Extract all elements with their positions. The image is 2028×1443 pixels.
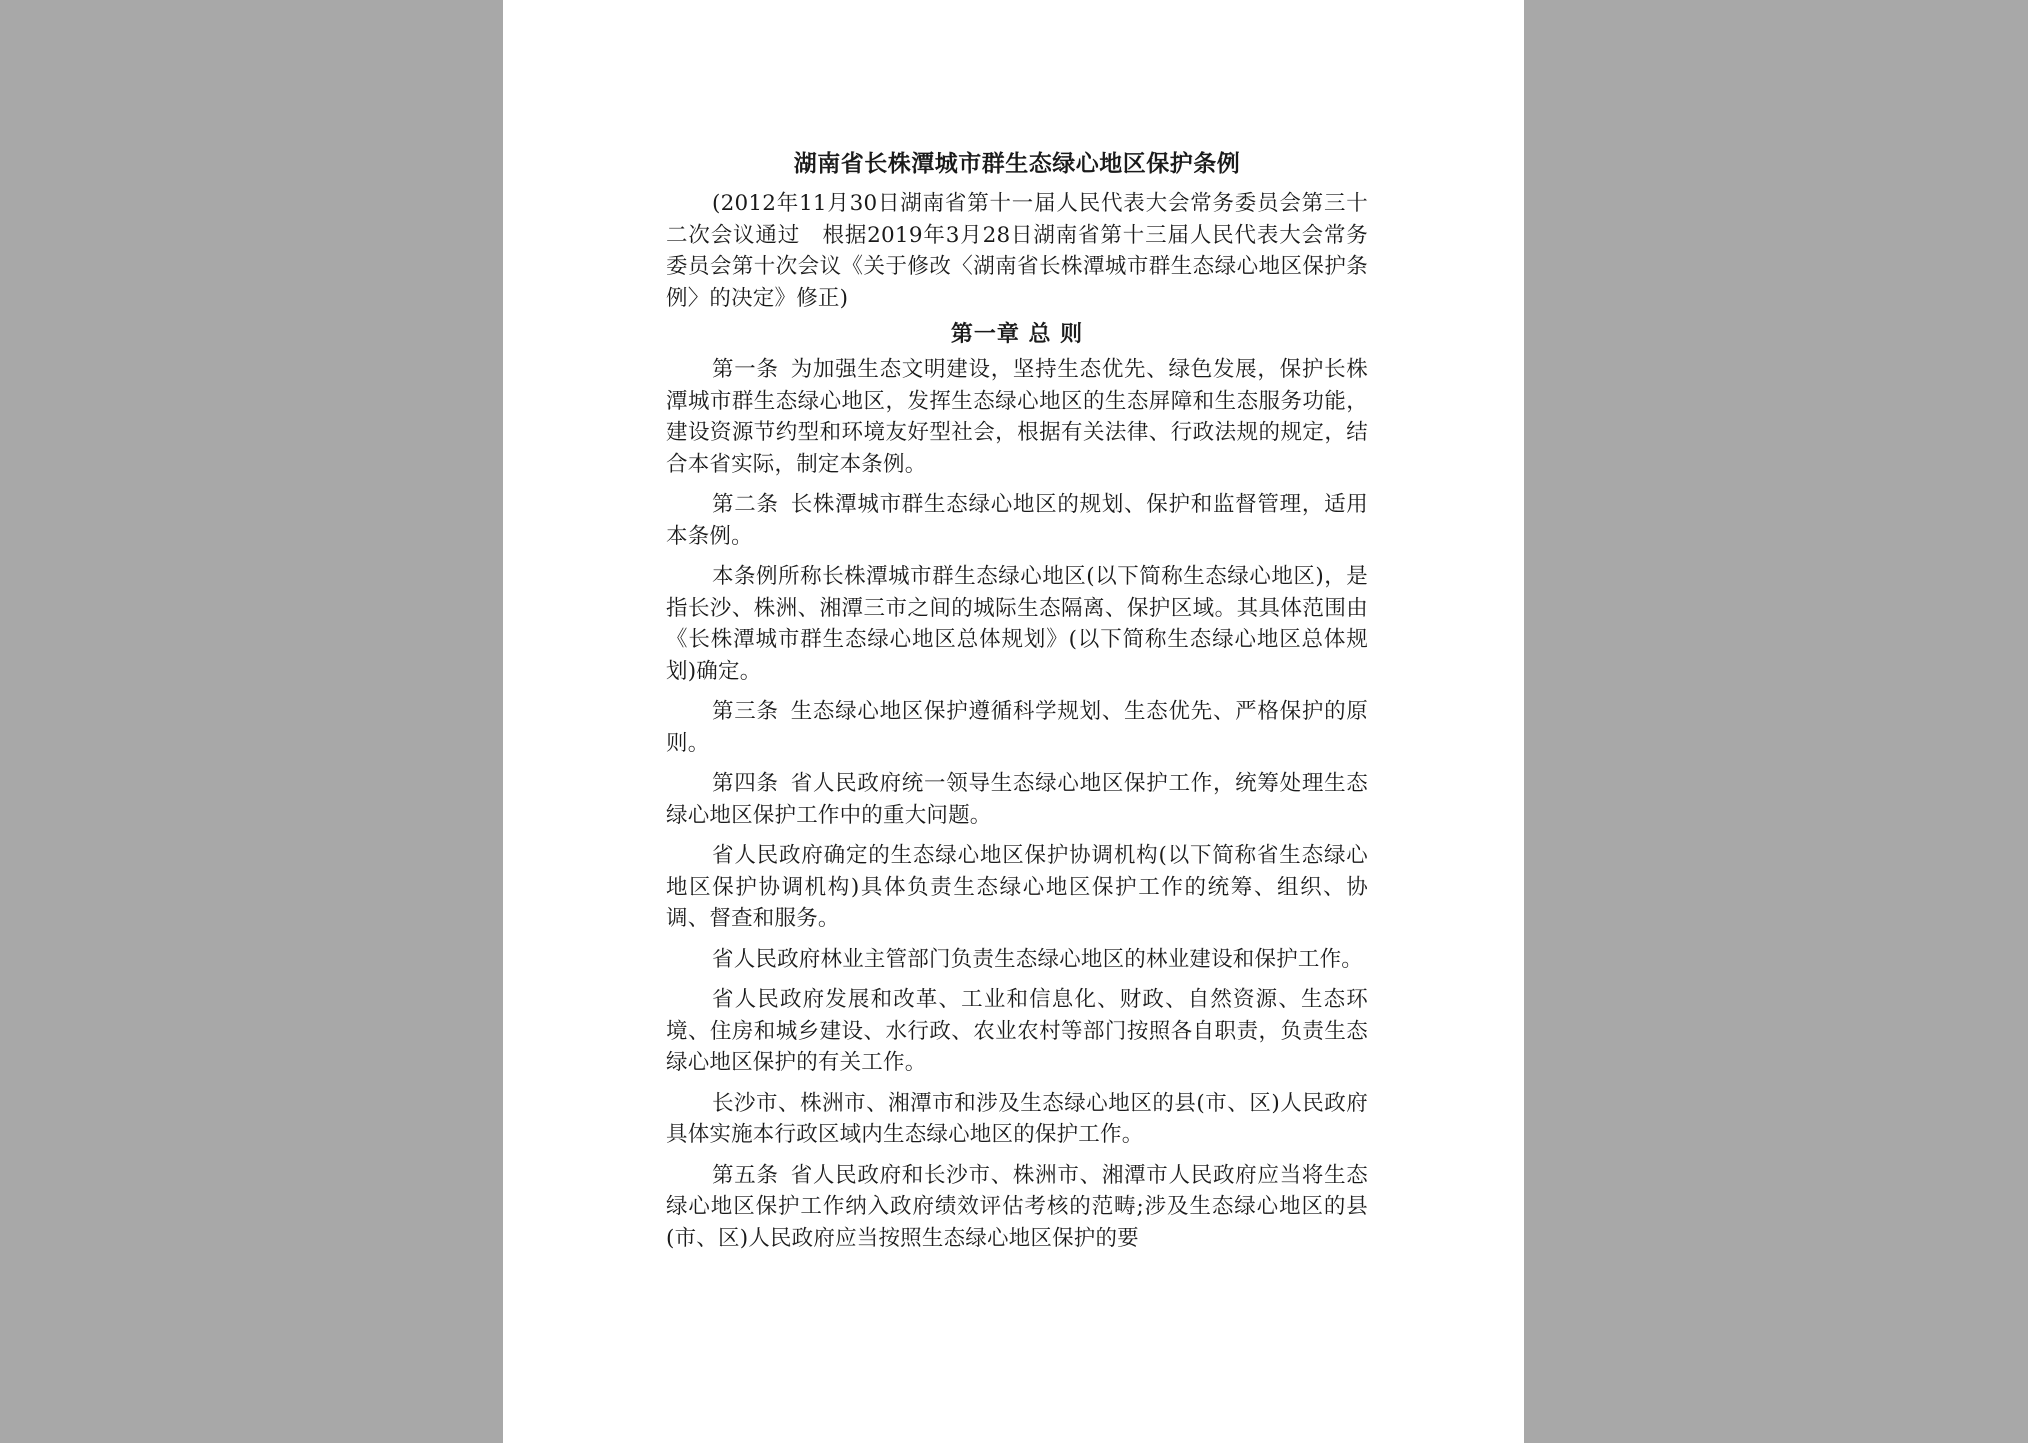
preamble-note: (2012年11月30日湖南省第十一届人民代表大会常务委员会第三十二次会议通过 根据2019年3月28日湖南省第十三届人民代表大会常务委员会第十次会议《关于修改〈湖南省长株潭城市群生态绿心地区保护条例〉的决定》修正) xyxy=(666,191,1368,311)
clause-paragraph xyxy=(666,944,1368,976)
chapter-heading: 第一章 总 则 xyxy=(950,321,1084,347)
clause-paragraph xyxy=(666,561,1368,687)
paragraph-text: 本条例所称长株潭城市群生态绿心地区(以下简称生态绿心地区)，是指长沙、株洲、湘潭三市之间的城际生态隔离、保护区域。其具体范围由《长株潭城市群生态绿心地区总体规划》(以下简称生态绿心地区总体规划)确定。 xyxy=(666,564,1368,684)
article-paragraph xyxy=(666,354,1368,480)
article-number: 第四条 xyxy=(712,771,779,796)
paragraph-text: 省人民政府统一领导生态绿心地区保护工作，统筹处理生态绿心地区保护工作中的重大问题。 xyxy=(666,771,1369,828)
article-paragraph xyxy=(666,768,1368,831)
article-paragraph xyxy=(666,696,1368,759)
paragraph-text: 省人民政府发展和改革、工业和信息化、财政、自然资源、生态环境、住房和城乡建设、水行政、农业农村等部门按照各自职责，负责生态绿心地区保护的有关工作。 xyxy=(666,987,1368,1075)
paragraph-text: 为加强生态文明建设，坚持生态优先、绿色发展，保护长株潭城市群生态绿心地区，发挥生态绿心地区的生态屏障和生态服务功能，建设资源节约型和环境友好型社会，根据有关法律、行政法规的规定，结合本省实际，制定本条例。 xyxy=(666,357,1369,477)
clause-paragraph xyxy=(666,1088,1368,1151)
article-number: 第二条 xyxy=(712,492,779,517)
page-content xyxy=(666,144,1368,1263)
paragraph-text: 省人民政府和长沙市、株洲市、湘潭市人民政府应当将生态绿心地区保护工作纳入政府绩效评估考核的范畴;涉及生态绿心地区的县(市、区)人民政府应当按照生态绿心地区保护的要 xyxy=(666,1162,1369,1251)
paragraph-text: 省人民政府林业主管部门负责生态绿心地区的林业建设和保护工作。 xyxy=(712,946,1364,972)
article-number: 第五条 xyxy=(712,1162,779,1188)
article-number: 第三条 xyxy=(712,699,779,724)
clause-paragraph xyxy=(666,984,1368,1079)
paragraph-text: 长株潭城市群生态绿心地区的规划、保护和监督管理，适用本条例。 xyxy=(666,492,1369,549)
article-paragraph xyxy=(666,1160,1368,1255)
document-page xyxy=(503,0,1524,1443)
paragraph-text: 长沙市、株洲市、湘潭市和涉及生态绿心地区的县(市、区)人民政府具体实施本行政区域内生态绿心地区的保护工作。 xyxy=(666,1090,1368,1147)
document-title: 湖南省长株潭城市群生态绿心地区保护条例 xyxy=(793,150,1241,177)
paragraph-text: 生态绿心地区保护遵循科学规划、生态优先、严格保护的原则。 xyxy=(666,699,1369,756)
article-paragraph xyxy=(666,489,1368,552)
paragraph-text: 省人民政府确定的生态绿心地区保护协调机构(以下简称省生态绿心地区保护协调机构)具体负责生态绿心地区保护工作的统筹、组织、协调、督查和服务。 xyxy=(666,843,1368,931)
article-number: 第一条 xyxy=(712,357,779,382)
clause-paragraph xyxy=(666,840,1368,935)
